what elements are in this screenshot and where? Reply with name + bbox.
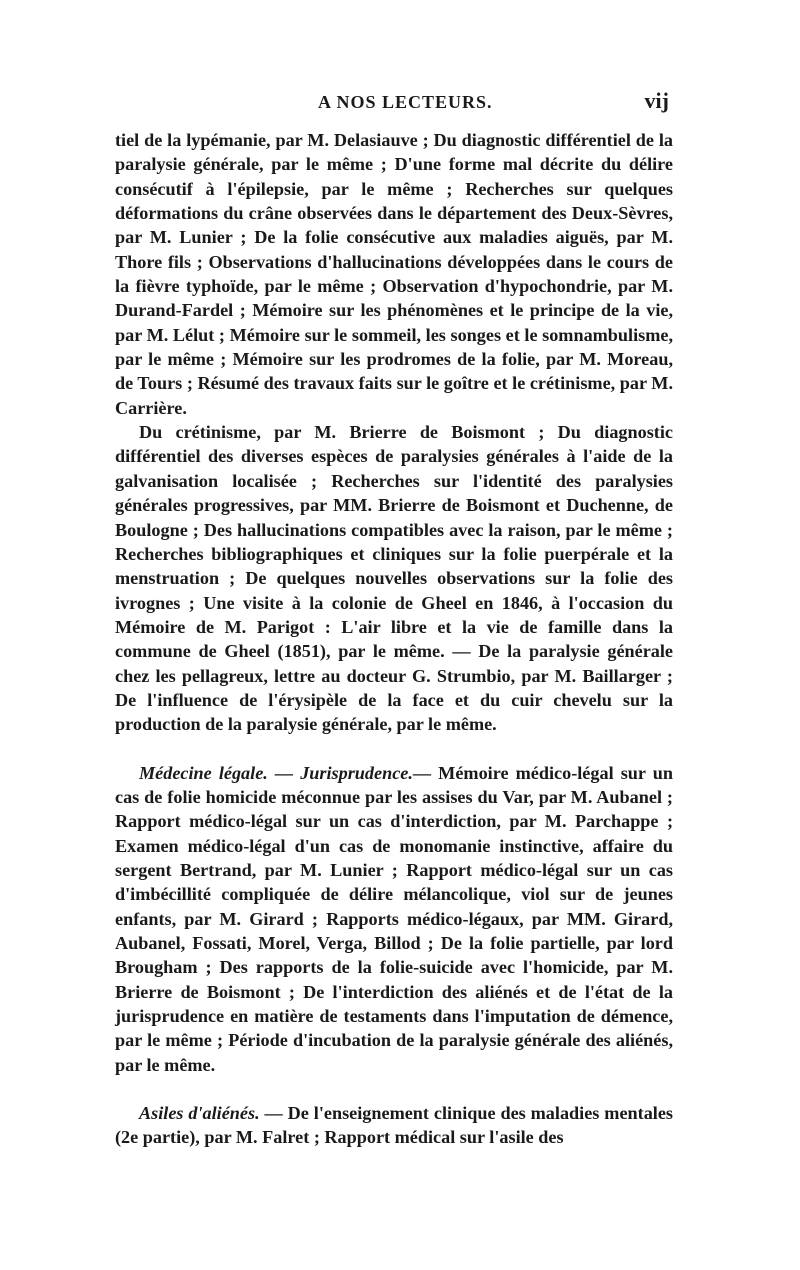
running-title: A NOS LECTEURS. (318, 92, 493, 112)
paragraph-lypemanie: tiel de la lypémanie, par M. Delasiauve ; Du diagnostic différentiel de la paralysie générale, par le même ; D'une forme mal décrite du délire consécutif à l'épilepsie, par le même ; Recherches sur quelques déformations du crâne observées dans le département des Deux-Sèvres, par M. Lunier ; De la folie consécutive aux maladies aiguës, par M. Thore fils ; Observations d'hallucinations développées dans le cours de la fièvre typhoïde, par le même ; Observation d'hypochondrie, par M. Durand-Fardel ; Mémoire sur les phénomènes et le principe de la vie, par M. Lélut ; Mémoire sur le sommeil, les songes et le somnambulisme, par le même ; Mémoire sur les prodromes de la folie, par M. Moreau, de Tours ; Résumé des travaux faits sur le goître et le crétinisme, par M. Carrière. (115, 130, 673, 418)
section-asiles (115, 1101, 673, 1150)
section-medecine-legale (115, 761, 673, 1077)
section-title-medecine-legale: Médecine légale. — Jurisprudence. (139, 762, 413, 783)
section-title-asiles: Asiles d'aliénés. (139, 1103, 260, 1124)
section-gap (115, 1077, 673, 1101)
page-number: vij (644, 88, 669, 113)
book-page (115, 88, 673, 1150)
section-text-medecine-legale: — Mémoire médico-légal sur un cas de folie homicide méconnue par les assises du Var, par M. Aubanel ; Rapport médico-légal sur un cas d'interdiction, par M. Parchappe ; Examen médico-légal d'un cas de monomanie instinctive, affaire du sergent Bertrand, par M. Lunier ; Rapport médico-légal sur un cas d'imbécillité compliquée de délire mélancolique, viol sur de jeunes enfants, par M. Girard ; Rapports médico-légaux, par MM. Girard, Aubanel, Fossati, Morel, Verga, Billod ; De la folie partielle, par lord Brougham ; Des rapports de la folie-suicide avec l'homicide, par M. Brierre de Boismont ; De l'interdiction des aliénés et de l'état de la jurisprudence en matière de testaments dans l'imputation de démence, par le même ; Période d'incubation de la paralysie générale des aliénés, par le même. (115, 762, 673, 1075)
section-text-asiles: — De l'enseignement clinique des maladies mentales (2e partie), par M. Falret ; Rapport médical sur l'asile des (115, 1103, 673, 1148)
paragraph-cretinisme: Du crétinisme, par M. Brierre de Boismont ; Du diagnostic différentiel des diverses espèces de paralysies générales à l'aide de la galvanisation localisée ; Recherches sur l'identité des paralysies générales progressives, par MM. Brierre de Boismont et Duchenne, de Boulogne ; Des hallucinations compatibles avec la raison, par le même ; Recherches bibliographiques et cliniques sur la folie puerpérale et la menstruation ; De quelques nouvelles observations sur la folie des ivrognes ; Une visite à la colonie de Gheel en 1846, à l'occasion du Mémoire de M. Parigot : L'air libre et la vie de famille dans la commune de Gheel (1851), par le même. — De la paralysie générale chez les pellagreux, lettre au docteur G. Strumbio, par M. Baillarger ; De l'influence de l'érysipèle de la face et du cuir chevelu sur la production de la paralysie générale, par le même. (115, 422, 673, 735)
running-header (115, 88, 673, 128)
section-gap (115, 737, 673, 761)
